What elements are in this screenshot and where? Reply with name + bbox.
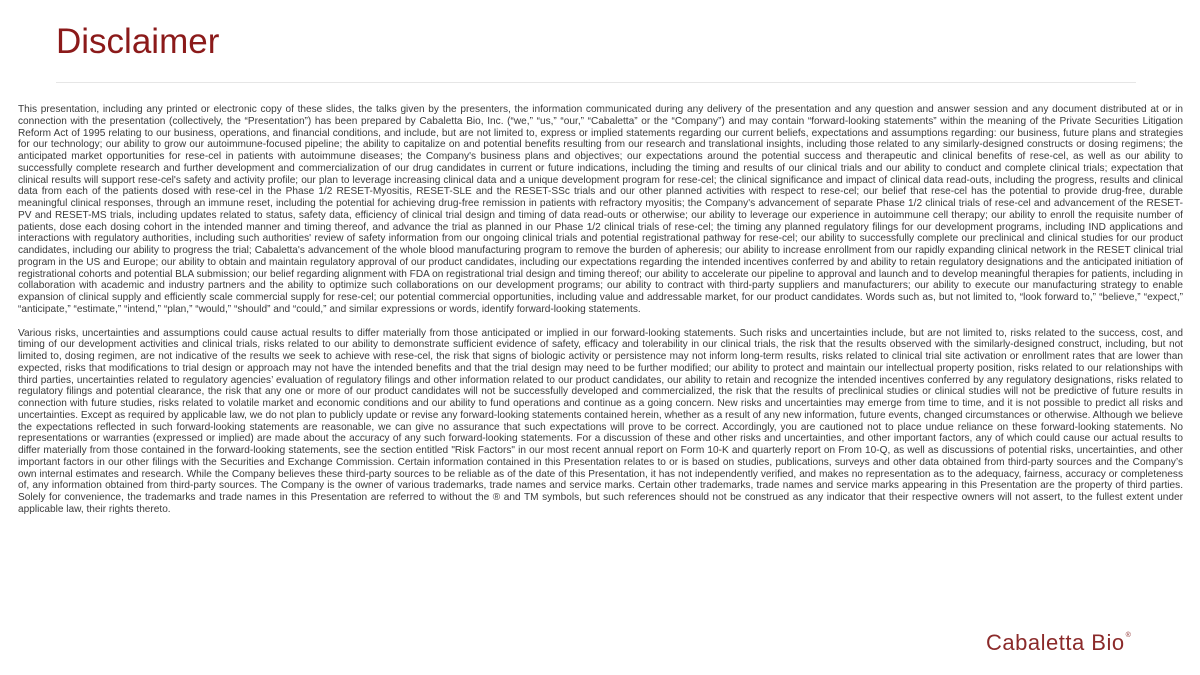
registered-mark: ® [1125, 632, 1132, 639]
disclaimer-body [18, 104, 1183, 528]
logo-wordmark: Cabaletta Bio [986, 630, 1125, 655]
disclaimer-paragraph-risks: Various risks, uncertainties and assumptions could cause actual results to differ materially from those anticipated or implied in our forward-looking statements. Such risks and uncertainties include, but are not limited to, risks related to the success, cost, and timing of our development activities and clinical trials, risks related to our ability to demonstrate sufficient evidence of safety, efficacy and tolerability in our clinical trials, the risk that the results observed with the similarly-designed construct, including, but not limited to, dosing regimen, are not indicative of the results we seek to achieve with rese-cel, the risk that signs of biologic activity or persistence may not inform long-term results, risks related to clinical trial site activation or enrollment rates that are lower than expected, risks that modifications to trial design or approach may not have the intended benefits and that the trial design may need to be further modified; our ability to protect and maintain our intellectual property position, risks related to our relationships with third parties, uncertainties related to regulatory agencies’ evaluation of regulatory filings and other information related to our product candidates, our ability to retain and recognize the intended incentives conferred by any regulatory designations, risks related to regulatory filings and potential clearance, the risk that any one or more of our product candidates will not be successfully developed and commercialized, the risk that the results of preclinical studies or clinical studies will not be predictive of future results in connection with future studies, risks related to volatile market and economic conditions and our ability to fund operations and continue as a going concern. New risks and uncertainties may emerge from time to time, and it is not possible to predict all risks and uncertainties. Except as required by applicable law, we do not plan to publicly update or revise any forward-looking statements contained herein, whether as a result of any new information, future events, changed circumstances or otherwise. Although we believe the expectations reflected in such forward-looking statements are reasonable, we can give no assurance that such expectations will prove to be correct. Accordingly, you are cautioned not to place undue reliance on these forward-looking statements. No representations or warranties (expressed or implied) are made about the accuracy of any such forward-looking statements. For a discussion of these and other risks and uncertainties, and other important factors, any of which could cause our actual results to differ materially from those contained in the forward-looking statements, see the section entitled "Risk Factors" in our most recent annual report on Form 10-K and quarterly report on From 10-Q, as well as discussions of potential risks, uncertainties, and other important factors in our other filings with the Securities and Exchange Commission. Certain information contained in this Presentation relates to or is based on studies, publications, surveys and other data obtained from third-party sources and the Company’s own internal estimates and research. While the Company believes these third-party sources to be reliable as of the date of this Presentation, it has not independently verified, and makes no representation as to the adequacy, fairness, accuracy or completeness of, any information obtained from third-party sources. The Company is the owner of various trademarks, trade names and service marks. Certain other trademarks, trade names and service marks appearing in this Presentation are the property of third parties. Solely for convenience, the trademarks and trade names in this Presentation are referred to without the ® and TM symbols, but such references should not be construed as any indicator that their respective owners will not assert, to the fullest extent under applicable law, their rights thereto. [18, 327, 1183, 515]
slide-title: Disclaimer [56, 22, 220, 61]
title-divider [56, 82, 1136, 83]
disclaimer-paragraph-forward-looking: This presentation, including any printed or electronic copy of these slides, the talks given by the presenters, the information communicated during any delivery of the presentation and any question and answer session and any document distributed at or in connection with the presentation (collectively, the “Presentation”) has been prepared by Cabaletta Bio, Inc. (“we,” “us,” “our,” “Cabaletta” or the “Company”) and may contain “forward-looking statements” within the meaning of the Private Securities Litigation Reform Act of 1995 relating to our business, operations, and financial conditions, and include, but are not limited to, express or implied statements regarding our current beliefs, expectations and assumptions regarding: our business, future plans and strategies for our technology; our ability to grow our autoimmune-focused pipeline; the ability to capitalize on and potential benefits resulting from our research and translational insights, including those related to any similarly-designed constructs or dosing regimens; the anticipated market opportunities for rese-cel in patients with autoimmune diseases; the Company's business plans and objectives; our expectations around the potential success and therapeutic and clinical benefits of rese-cel, as well as our ability to successfully complete research and further development and commercialization of our drug candidates in current or future indications, including the timing and results of our clinical trials and our ability to conduct and complete clinical trials; expectation that clinical results will support rese-cel's safety and activity profile; our plan to leverage increasing clinical data and a unique development program for rese-cel; the clinical significance and impact of clinical data read-outs, including the progress, results and clinical data from each of the patients dosed with rese-cel in the Phase 1/2 RESET-Myositis, RESET-SLE and the RESET-SSc trials and our other planned activities with respect to rese-cel; our belief that rese-cel has the potential to provide drug-free, durable meaningful clinical responses, through an immune reset, including the potential for achieving drug-free remission in patients with refractory myositis; the Company's advancement of separate Phase 1/2 clinical trials of rese-cel and advancement of the RESET-PV and RESET-MS trials, including updates related to status, safety data, efficiency of clinical trial design and timing of data read-outs or otherwise; our ability to leverage our experience in autoimmune cell therapy; our ability to enroll the requisite number of patients, dose each dosing cohort in the intended manner and timing thereof, and advance the trial as planned in our Phase 1/2 clinical trials of rese-cel; the timing any planned regulatory filings for our development programs, including IND applications and interactions with regulatory authorities, including such authorities' review of safety information from our ongoing clinical trials and potential registrational pathway for rese-cel; our ability to successfully complete our preclinical and clinical studies for our product candidates, including our ability to progress the trial; Cabaletta's advancement of the whole blood manufacturing program to remove the burden of apheresis; our ability to increase enrollment from our rapidly expanding clinical network in the RESET clinical trial program in the US and Europe; our ability to obtain and maintain regulatory approval of our product candidates, including our expectations regarding the intended incentives conferred by and ability to retain regulatory designations and the anticipated initiation of registrational cohorts and potential BLA submission; our belief regarding alignment with FDA on registrational trial design and timing thereof; our ability to accelerate our pipeline to approval and launch and to develop meaningful therapies for patients, including in collaboration with academic and industry partners and the ability to optimize such collaborations on our development programs; our ability to contract with third-party suppliers and manufacturers; our ability to execute our manufacturing strategy to enable expansion of clinical supply and efficiently scale commercial supply for rese-cel; our potential commercial opportunities, including value and addressable market, for our product candidates. Words such as, but not limited to, “look forward to,” “believe,” “expect,” “anticipate,” “estimate,” “intend,” “plan,” “would,” “should” and “could,” and similar expressions or words, identify forward-looking statements. [18, 104, 1183, 315]
company-logo [986, 630, 1131, 656]
